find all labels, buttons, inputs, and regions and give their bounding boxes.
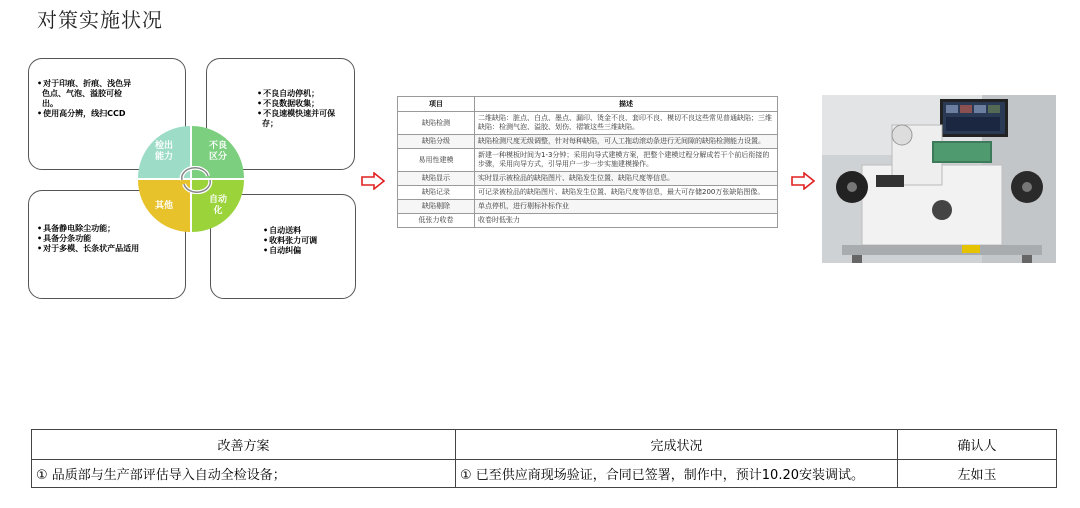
diagram-bullet: • 具备静电除尘功能； — [37, 224, 142, 234]
table-row — [398, 186, 778, 200]
spec-desc: 新建一种模板时间为1-3分钟；采用向导式建模方案，把整个建模过程分解成若干个前后衔接的步骤，采用向导方式，引导用户一步一步实施建模操作。 — [475, 149, 778, 172]
spec-desc: 可记录被检品的缺陷图片、缺陷发生位置、缺陷尺度等信息，最大可存储200万张缺陷图像。 — [475, 186, 778, 200]
diagram-bullet: • 对于多模、长条状产品适用 — [37, 244, 142, 254]
diagram-bullet: • 具备分条功能 — [37, 234, 142, 244]
table-row — [398, 149, 778, 172]
table-row — [32, 460, 1057, 488]
spec-item: 缺陷显示 — [398, 172, 475, 186]
table-row — [398, 112, 778, 135]
petal-detection-label: 检出 能力 — [154, 141, 173, 162]
petal-automation-label: 自动 化 — [208, 195, 227, 216]
diagram-bullet: • 不良速模快速并可保存； — [257, 109, 347, 129]
spec-desc: 缺陷检测尺度无级调整，针对每种缺陷，可人工拖动滚动条进行无间隙的缺陷检测能力设置。 — [475, 135, 778, 149]
table-row — [398, 214, 778, 228]
diagram-bullet: • 自动纠偏 — [263, 246, 349, 256]
spec-item: 低张力收卷 — [398, 214, 475, 228]
spec-item: 缺陷检测 — [398, 112, 475, 135]
petal-other-label: 其他 — [154, 200, 173, 211]
plan-cell: ① 品质部与生产部评估导入自动全检设备； — [32, 460, 456, 488]
page-title: 对策实施状况 — [37, 8, 163, 32]
arrow-right-icon — [361, 172, 385, 190]
cycle-arrows-icon — [178, 166, 214, 194]
inspection-machine-image — [822, 95, 1056, 263]
table-row — [398, 135, 778, 149]
petal-classify-label: 不良 区分 — [208, 141, 227, 162]
diagram-bullet: • 不良数据收集； — [257, 99, 347, 109]
header-confirmer: 确认人 — [898, 430, 1057, 460]
spec-item: 易用性建模 — [398, 149, 475, 172]
diagram-bullet: • 不良自动停机； — [257, 89, 347, 99]
confirmer-cell: 左如玉 — [898, 460, 1057, 488]
diagram-bullet: • 对于印痕、折痕、浅色异色点、气泡、溢胶可检出。 — [37, 79, 132, 109]
diagram-bullet: • 自动送料 — [263, 226, 349, 236]
spec-header-desc: 描述 — [475, 97, 778, 112]
improvement-plan-table — [31, 429, 1057, 488]
table-row — [398, 172, 778, 186]
spec-table — [397, 96, 778, 228]
spec-item: 缺陷剔除 — [398, 200, 475, 214]
spec-desc: 单点停机，进行剔标补标作业 — [475, 200, 778, 214]
arrow-right-icon — [791, 172, 815, 190]
diagram-bullet: • 收料张力可调 — [263, 236, 349, 246]
status-cell: ① 已至供应商现场验证，合同已签署，制作中，预计10.20安装调试。 — [456, 460, 898, 488]
diagram-bullet: • 使用高分辨，线扫CCD — [37, 109, 132, 119]
spec-desc: 实时显示被检品的缺陷图片、缺陷发生位置、缺陷尺度等信息。 — [475, 172, 778, 186]
spec-desc: 二维缺陷：脏点、白点、墨点、漏印、烫金不良、套印不良、模切不良这些常见普通缺陷；三维缺陷：检测气泡、溢胶、划伤、褶皱这些三维缺陷。 — [475, 112, 778, 135]
spec-desc: 收卷时低张力 — [475, 214, 778, 228]
spec-item: 缺陷记录 — [398, 186, 475, 200]
table-row — [398, 200, 778, 214]
header-plan: 改善方案 — [32, 430, 456, 460]
spec-item: 缺陷分级 — [398, 135, 475, 149]
header-status: 完成状况 — [456, 430, 898, 460]
spec-header-item: 项目 — [398, 97, 475, 112]
